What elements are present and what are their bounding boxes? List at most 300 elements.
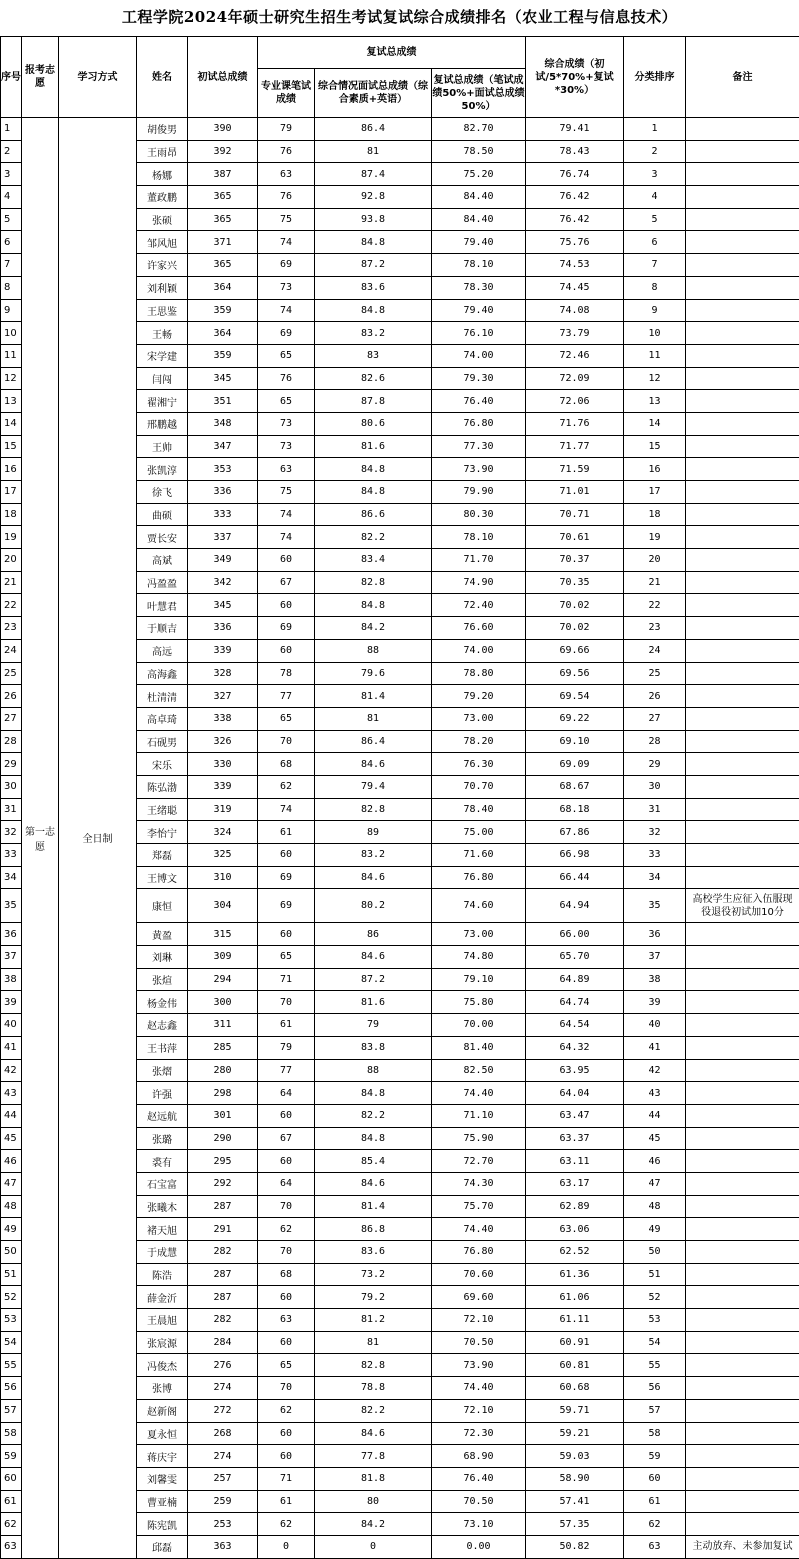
cell-retest-total: 70.50 — [432, 1331, 526, 1354]
cell-remark — [686, 1082, 799, 1105]
cell-name: 王畅 — [137, 322, 188, 345]
cell-composite: 69.56 — [526, 662, 624, 685]
cell-remark — [686, 435, 799, 458]
cell-seq: 5 — [1, 208, 22, 231]
cell-remark — [686, 775, 799, 798]
cell-written: 69 — [258, 866, 315, 889]
cell-written: 65 — [258, 707, 315, 730]
cell-seq: 35 — [1, 889, 22, 923]
cell-composite: 68.67 — [526, 775, 624, 798]
cell-seq: 38 — [1, 968, 22, 991]
cell-retest-total: 78.40 — [432, 798, 526, 821]
cell-remark — [686, 1014, 799, 1037]
cell-rank: 61 — [624, 1490, 686, 1513]
cell-interview: 81.6 — [315, 435, 432, 458]
cell-seq: 15 — [1, 435, 22, 458]
cell-seq: 41 — [1, 1036, 22, 1059]
cell-initial-total: 349 — [188, 549, 258, 572]
cell-initial-total: 333 — [188, 503, 258, 526]
cell-retest-total: 74.00 — [432, 344, 526, 367]
cell-rank: 24 — [624, 639, 686, 662]
cell-retest-total: 72.70 — [432, 1150, 526, 1173]
cell-rank: 60 — [624, 1467, 686, 1490]
cell-name: 王绪聪 — [137, 798, 188, 821]
cell-rank: 7 — [624, 254, 686, 277]
cell-retest-total: 72.10 — [432, 1399, 526, 1422]
cell-interview: 84.8 — [315, 1127, 432, 1150]
cell-interview: 92.8 — [315, 186, 432, 209]
cell-initial-total: 298 — [188, 1082, 258, 1105]
cell-written: 69 — [258, 889, 315, 923]
cell-composite: 63.47 — [526, 1104, 624, 1127]
cell-initial-total: 345 — [188, 367, 258, 390]
cell-seq: 53 — [1, 1309, 22, 1332]
cell-written: 74 — [258, 299, 315, 322]
cell-initial-total: 359 — [188, 344, 258, 367]
cell-remark — [686, 1331, 799, 1354]
cell-written: 69 — [258, 617, 315, 640]
cell-rank: 46 — [624, 1150, 686, 1173]
cell-rank: 32 — [624, 821, 686, 844]
cell-seq: 59 — [1, 1445, 22, 1468]
cell-seq: 9 — [1, 299, 22, 322]
cell-name: 蒋庆宇 — [137, 1445, 188, 1468]
cell-name: 刘利颖 — [137, 276, 188, 299]
cell-retest-total: 75.20 — [432, 163, 526, 186]
cell-initial-total: 274 — [188, 1377, 258, 1400]
cell-interview: 83 — [315, 344, 432, 367]
cell-initial-total: 276 — [188, 1354, 258, 1377]
score-table — [0, 36, 799, 1559]
cell-initial-total: 268 — [188, 1422, 258, 1445]
header-retest-total: 复试总成绩（笔试成绩50%+面试总成绩50%） — [432, 69, 526, 118]
cell-rank: 28 — [624, 730, 686, 753]
cell-initial-total: 326 — [188, 730, 258, 753]
cell-name: 张凯淳 — [137, 458, 188, 481]
cell-composite: 71.77 — [526, 435, 624, 458]
cell-retest-total: 79.90 — [432, 481, 526, 504]
cell-remark — [686, 1241, 799, 1264]
cell-name: 董政鹏 — [137, 186, 188, 209]
cell-interview: 82.2 — [315, 1399, 432, 1422]
cell-remark — [686, 1286, 799, 1309]
cell-remark — [686, 1104, 799, 1127]
cell-name: 李怡宁 — [137, 821, 188, 844]
cell-seq: 62 — [1, 1513, 22, 1536]
cell-name: 翟湘宁 — [137, 390, 188, 413]
cell-interview: 84.8 — [315, 231, 432, 254]
cell-written: 69 — [258, 254, 315, 277]
cell-rank: 47 — [624, 1172, 686, 1195]
cell-retest-total: 76.10 — [432, 322, 526, 345]
cell-rank: 44 — [624, 1104, 686, 1127]
cell-seq: 46 — [1, 1150, 22, 1173]
cell-retest-total: 75.70 — [432, 1195, 526, 1218]
cell-interview: 81 — [315, 707, 432, 730]
cell-interview: 86 — [315, 923, 432, 946]
cell-remark — [686, 1513, 799, 1536]
cell-retest-total: 74.30 — [432, 1172, 526, 1195]
cell-interview: 81 — [315, 140, 432, 163]
header-written: 专业课笔试成绩 — [258, 69, 315, 118]
cell-rank: 23 — [624, 617, 686, 640]
header-name: 姓名 — [137, 37, 188, 118]
cell-retest-total: 76.60 — [432, 617, 526, 640]
cell-initial-total: 294 — [188, 968, 258, 991]
cell-composite: 60.81 — [526, 1354, 624, 1377]
cell-remark — [686, 1445, 799, 1468]
cell-composite: 71.76 — [526, 412, 624, 435]
cell-retest-total: 72.10 — [432, 1309, 526, 1332]
cell-retest-total: 74.40 — [432, 1377, 526, 1400]
cell-composite: 60.68 — [526, 1377, 624, 1400]
cell-composite: 64.94 — [526, 889, 624, 923]
cell-remark — [686, 730, 799, 753]
cell-written: 62 — [258, 1513, 315, 1536]
cell-initial-total: 387 — [188, 163, 258, 186]
cell-seq: 54 — [1, 1331, 22, 1354]
cell-rank: 21 — [624, 571, 686, 594]
cell-retest-total: 78.50 — [432, 140, 526, 163]
cell-seq: 47 — [1, 1172, 22, 1195]
cell-name: 叶慧君 — [137, 594, 188, 617]
cell-composite: 70.02 — [526, 617, 624, 640]
cell-initial-total: 257 — [188, 1467, 258, 1490]
cell-composite: 64.54 — [526, 1014, 624, 1037]
cell-written: 78 — [258, 662, 315, 685]
cell-written: 60 — [258, 549, 315, 572]
cell-rank: 59 — [624, 1445, 686, 1468]
cell-initial-total: 291 — [188, 1218, 258, 1241]
cell-retest-total: 71.70 — [432, 549, 526, 572]
cell-composite: 74.45 — [526, 276, 624, 299]
cell-retest-total: 79.40 — [432, 299, 526, 322]
cell-rank: 8 — [624, 276, 686, 299]
cell-seq: 1 — [1, 118, 22, 141]
cell-name: 贾长安 — [137, 526, 188, 549]
cell-interview: 79.2 — [315, 1286, 432, 1309]
cell-name: 刘琳 — [137, 946, 188, 969]
cell-interview: 89 — [315, 821, 432, 844]
cell-retest-total: 74.80 — [432, 946, 526, 969]
cell-retest-total: 0.00 — [432, 1535, 526, 1558]
cell-composite: 60.91 — [526, 1331, 624, 1354]
cell-seq: 8 — [1, 276, 22, 299]
cell-name: 高远 — [137, 639, 188, 662]
cell-initial-total: 282 — [188, 1309, 258, 1332]
cell-composite: 72.09 — [526, 367, 624, 390]
cell-name: 夏永恒 — [137, 1422, 188, 1445]
cell-remark — [686, 571, 799, 594]
cell-initial-total: 336 — [188, 617, 258, 640]
cell-seq: 26 — [1, 685, 22, 708]
cell-seq: 28 — [1, 730, 22, 753]
cell-interview: 80.2 — [315, 889, 432, 923]
cell-written: 64 — [258, 1082, 315, 1105]
cell-written: 65 — [258, 390, 315, 413]
cell-composite: 57.41 — [526, 1490, 624, 1513]
cell-remark — [686, 526, 799, 549]
cell-written: 68 — [258, 1263, 315, 1286]
cell-rank: 16 — [624, 458, 686, 481]
cell-composite: 63.37 — [526, 1127, 624, 1150]
cell-initial-total: 280 — [188, 1059, 258, 1082]
cell-name: 冯俊杰 — [137, 1354, 188, 1377]
cell-composite: 71.59 — [526, 458, 624, 481]
cell-composite: 67.86 — [526, 821, 624, 844]
cell-name: 闫闯 — [137, 367, 188, 390]
cell-name: 张博 — [137, 1377, 188, 1400]
cell-seq: 20 — [1, 549, 22, 572]
cell-composite: 74.53 — [526, 254, 624, 277]
cell-remark — [686, 1218, 799, 1241]
cell-composite: 76.42 — [526, 208, 624, 231]
cell-remark — [686, 1377, 799, 1400]
cell-remark — [686, 276, 799, 299]
cell-composite: 59.71 — [526, 1399, 624, 1422]
cell-retest-total: 76.80 — [432, 866, 526, 889]
cell-retest-total: 79.40 — [432, 231, 526, 254]
cell-written: 79 — [258, 1036, 315, 1059]
cell-initial-total: 348 — [188, 412, 258, 435]
cell-retest-total: 72.40 — [432, 594, 526, 617]
cell-initial-total: 337 — [188, 526, 258, 549]
cell-rank: 55 — [624, 1354, 686, 1377]
cell-composite: 72.46 — [526, 344, 624, 367]
cell-seq: 19 — [1, 526, 22, 549]
cell-initial-total: 315 — [188, 923, 258, 946]
cell-retest-total: 78.80 — [432, 662, 526, 685]
cell-rank: 33 — [624, 844, 686, 867]
cell-rank: 27 — [624, 707, 686, 730]
cell-written: 0 — [258, 1535, 315, 1558]
cell-retest-total: 70.70 — [432, 775, 526, 798]
cell-seq: 45 — [1, 1127, 22, 1150]
cell-initial-total: 311 — [188, 1014, 258, 1037]
cell-retest-total: 72.30 — [432, 1422, 526, 1445]
cell-written: 70 — [258, 1241, 315, 1264]
cell-name: 邢鹏越 — [137, 412, 188, 435]
cell-written: 70 — [258, 991, 315, 1014]
cell-name: 褚天旭 — [137, 1218, 188, 1241]
cell-interview: 82.2 — [315, 1104, 432, 1127]
cell-seq: 32 — [1, 821, 22, 844]
cell-composite: 78.43 — [526, 140, 624, 163]
cell-composite: 71.01 — [526, 481, 624, 504]
cell-seq: 29 — [1, 753, 22, 776]
cell-composite: 63.95 — [526, 1059, 624, 1082]
cell-initial-total: 287 — [188, 1263, 258, 1286]
cell-name: 杨金伟 — [137, 991, 188, 1014]
cell-seq: 30 — [1, 775, 22, 798]
cell-rank: 34 — [624, 866, 686, 889]
cell-interview: 83.2 — [315, 844, 432, 867]
cell-written: 70 — [258, 1377, 315, 1400]
cell-composite: 62.89 — [526, 1195, 624, 1218]
cell-seq: 50 — [1, 1241, 22, 1264]
cell-name: 石砚男 — [137, 730, 188, 753]
cell-name: 黄盈 — [137, 923, 188, 946]
cell-rank: 26 — [624, 685, 686, 708]
cell-written: 63 — [258, 163, 315, 186]
cell-name: 裘有 — [137, 1150, 188, 1173]
cell-written: 73 — [258, 435, 315, 458]
cell-name: 许强 — [137, 1082, 188, 1105]
cell-composite: 70.61 — [526, 526, 624, 549]
cell-name: 张璐 — [137, 1127, 188, 1150]
cell-seq: 13 — [1, 390, 22, 413]
cell-interview: 84.6 — [315, 753, 432, 776]
cell-interview: 82.6 — [315, 367, 432, 390]
cell-remark — [686, 118, 799, 141]
cell-remark — [686, 662, 799, 685]
cell-written: 68 — [258, 753, 315, 776]
cell-retest-total: 80.30 — [432, 503, 526, 526]
cell-initial-total: 330 — [188, 753, 258, 776]
cell-composite: 69.10 — [526, 730, 624, 753]
cell-interview: 83.8 — [315, 1036, 432, 1059]
cell-interview: 93.8 — [315, 208, 432, 231]
cell-name: 王晨旭 — [137, 1309, 188, 1332]
cell-composite: 62.52 — [526, 1241, 624, 1264]
cell-rank: 2 — [624, 140, 686, 163]
cell-interview: 73.2 — [315, 1263, 432, 1286]
header-study-mode: 学习方式 — [59, 37, 137, 118]
cell-interview: 81 — [315, 1331, 432, 1354]
cell-seq: 55 — [1, 1354, 22, 1377]
cell-rank: 57 — [624, 1399, 686, 1422]
cell-name: 张煊 — [137, 968, 188, 991]
cell-name: 高卓琦 — [137, 707, 188, 730]
cell-rank: 3 — [624, 163, 686, 186]
cell-seq: 42 — [1, 1059, 22, 1082]
cell-rank: 17 — [624, 481, 686, 504]
cell-written: 65 — [258, 946, 315, 969]
cell-seq: 51 — [1, 1263, 22, 1286]
cell-composite: 63.11 — [526, 1150, 624, 1173]
cell-seq: 40 — [1, 1014, 22, 1037]
cell-composite: 70.35 — [526, 571, 624, 594]
cell-written: 65 — [258, 1354, 315, 1377]
cell-composite: 70.71 — [526, 503, 624, 526]
cell-rank: 5 — [624, 208, 686, 231]
cell-initial-total: 364 — [188, 322, 258, 345]
cell-interview: 77.8 — [315, 1445, 432, 1468]
cell-seq: 22 — [1, 594, 22, 617]
cell-retest-total: 76.80 — [432, 412, 526, 435]
cell-rank: 42 — [624, 1059, 686, 1082]
cell-retest-total: 79.30 — [432, 367, 526, 390]
cell-composite: 61.06 — [526, 1286, 624, 1309]
cell-retest-total: 75.90 — [432, 1127, 526, 1150]
cell-written: 67 — [258, 571, 315, 594]
cell-seq: 14 — [1, 412, 22, 435]
cell-rank: 10 — [624, 322, 686, 345]
cell-rank: 54 — [624, 1331, 686, 1354]
cell-initial-total: 365 — [188, 208, 258, 231]
cell-volunteer: 第一志愿 — [22, 118, 59, 1559]
cell-retest-total: 70.60 — [432, 1263, 526, 1286]
cell-initial-total: 272 — [188, 1399, 258, 1422]
cell-seq: 49 — [1, 1218, 22, 1241]
cell-interview: 86.8 — [315, 1218, 432, 1241]
cell-initial-total: 300 — [188, 991, 258, 1014]
cell-composite: 64.32 — [526, 1036, 624, 1059]
cell-initial-total: 345 — [188, 594, 258, 617]
cell-retest-total: 81.40 — [432, 1036, 526, 1059]
cell-seq: 48 — [1, 1195, 22, 1218]
cell-remark — [686, 991, 799, 1014]
cell-name: 陈浩 — [137, 1263, 188, 1286]
cell-rank: 9 — [624, 299, 686, 322]
cell-written: 71 — [258, 1467, 315, 1490]
cell-retest-total: 79.20 — [432, 685, 526, 708]
cell-name: 张硕 — [137, 208, 188, 231]
cell-rank: 15 — [624, 435, 686, 458]
cell-composite: 76.74 — [526, 163, 624, 186]
cell-name: 邱磊 — [137, 1535, 188, 1558]
cell-name: 赵志鑫 — [137, 1014, 188, 1037]
cell-retest-total: 76.30 — [432, 753, 526, 776]
cell-retest-total: 74.60 — [432, 889, 526, 923]
cell-rank: 63 — [624, 1535, 686, 1558]
cell-retest-total: 79.10 — [432, 968, 526, 991]
cell-seq: 6 — [1, 231, 22, 254]
cell-written: 76 — [258, 367, 315, 390]
cell-seq: 27 — [1, 707, 22, 730]
header-rank: 分类排序 — [624, 37, 686, 118]
cell-written: 60 — [258, 1445, 315, 1468]
cell-name: 赵新阁 — [137, 1399, 188, 1422]
cell-remark — [686, 367, 799, 390]
cell-rank: 52 — [624, 1286, 686, 1309]
cell-interview: 84.6 — [315, 866, 432, 889]
cell-rank: 29 — [624, 753, 686, 776]
cell-remark — [686, 1150, 799, 1173]
cell-rank: 62 — [624, 1513, 686, 1536]
cell-retest-total: 82.70 — [432, 118, 526, 141]
cell-written: 77 — [258, 1059, 315, 1082]
cell-composite: 69.22 — [526, 707, 624, 730]
cell-initial-total: 259 — [188, 1490, 258, 1513]
cell-retest-total: 76.40 — [432, 390, 526, 413]
cell-study-mode: 全日制 — [59, 118, 137, 1559]
cell-retest-total: 76.40 — [432, 1467, 526, 1490]
cell-interview: 84.8 — [315, 458, 432, 481]
cell-name: 赵远航 — [137, 1104, 188, 1127]
cell-initial-total: 353 — [188, 458, 258, 481]
cell-remark — [686, 458, 799, 481]
cell-interview: 82.8 — [315, 571, 432, 594]
cell-rank: 50 — [624, 1241, 686, 1264]
cell-seq: 61 — [1, 1490, 22, 1513]
cell-retest-total: 68.90 — [432, 1445, 526, 1468]
cell-initial-total: 327 — [188, 685, 258, 708]
header-composite: 综合成绩（初试/5*70%+复试*30%） — [526, 37, 624, 118]
cell-remark — [686, 344, 799, 367]
cell-interview: 83.2 — [315, 322, 432, 345]
cell-composite: 63.17 — [526, 1172, 624, 1195]
cell-interview: 85.4 — [315, 1150, 432, 1173]
cell-interview: 84.8 — [315, 299, 432, 322]
cell-interview: 84.6 — [315, 946, 432, 969]
cell-remark — [686, 753, 799, 776]
cell-rank: 11 — [624, 344, 686, 367]
cell-retest-total: 84.40 — [432, 186, 526, 209]
cell-remark — [686, 390, 799, 413]
cell-initial-total: 325 — [188, 844, 258, 867]
cell-rank: 58 — [624, 1422, 686, 1445]
